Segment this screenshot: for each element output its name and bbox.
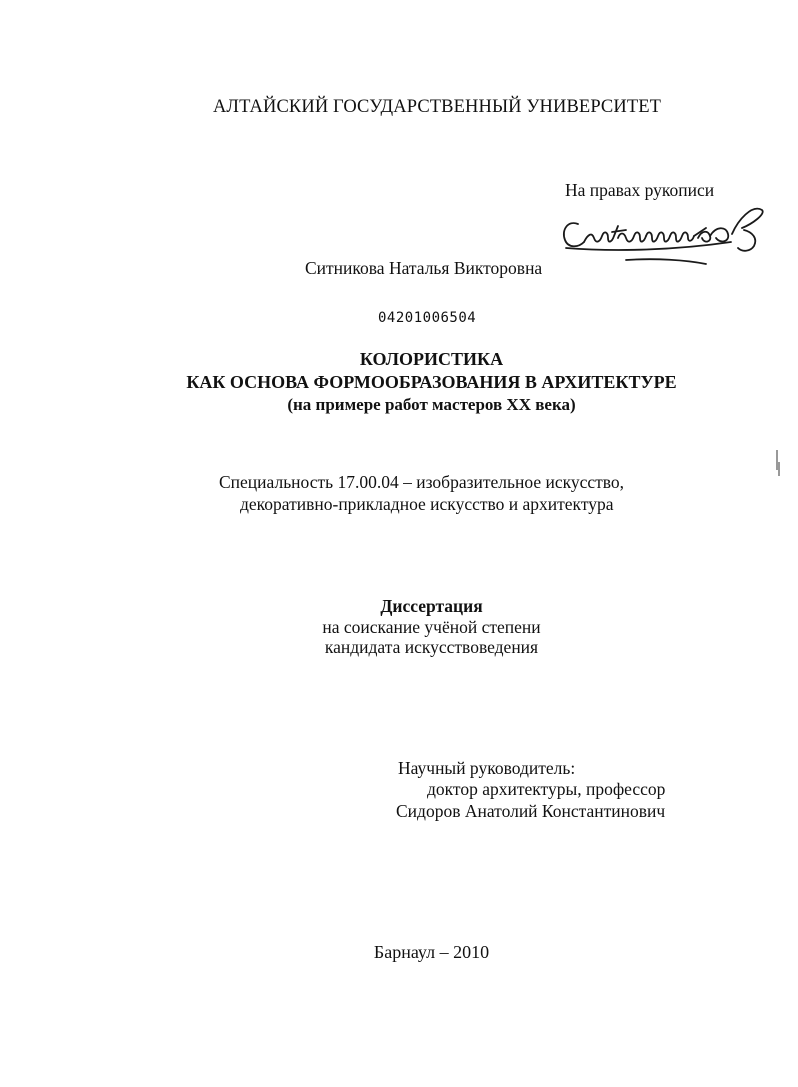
place-and-year: Барнаул – 2010 (373, 942, 490, 962)
manuscript-rights-note: На правах рукописи (565, 180, 715, 200)
document-type: Диссертация (380, 596, 483, 616)
specialty-line-2: декоративно-прикладное искусство и архитектура (240, 494, 614, 514)
author-name: Ситникова Наталья Викторовна (305, 258, 543, 278)
university-name: АЛТАЙСКИЙ ГОСУДАРСТВЕННЫЙ УНИВЕРСИТЕТ (212, 97, 662, 117)
advisor-title: доктор архитектуры, профессор (427, 779, 666, 799)
dissertation-title-line-1: КОЛОРИСТИКА (359, 349, 504, 369)
author-signature (556, 198, 771, 268)
degree-line-2: кандидата искусствоведения (324, 637, 539, 657)
margin-scan-mark (774, 448, 782, 478)
degree-line-1: на соискание учёной степени (322, 617, 541, 637)
registry-number: 04201006504 (378, 310, 477, 326)
specialty-line-1: Специальность 17.00.04 – изобразительное искусство, (219, 472, 625, 492)
dissertation-title-line-2: КАК ОСНОВА ФОРМООБРАЗОВАНИЯ В АРХИТЕКТУРЕ (186, 372, 677, 392)
advisor-name: Сидоров Анатолий Константинович (396, 801, 666, 821)
dissertation-subtitle: (на примере работ мастеров XX века) (287, 395, 576, 414)
advisor-label: Научный руководитель: (398, 758, 576, 778)
